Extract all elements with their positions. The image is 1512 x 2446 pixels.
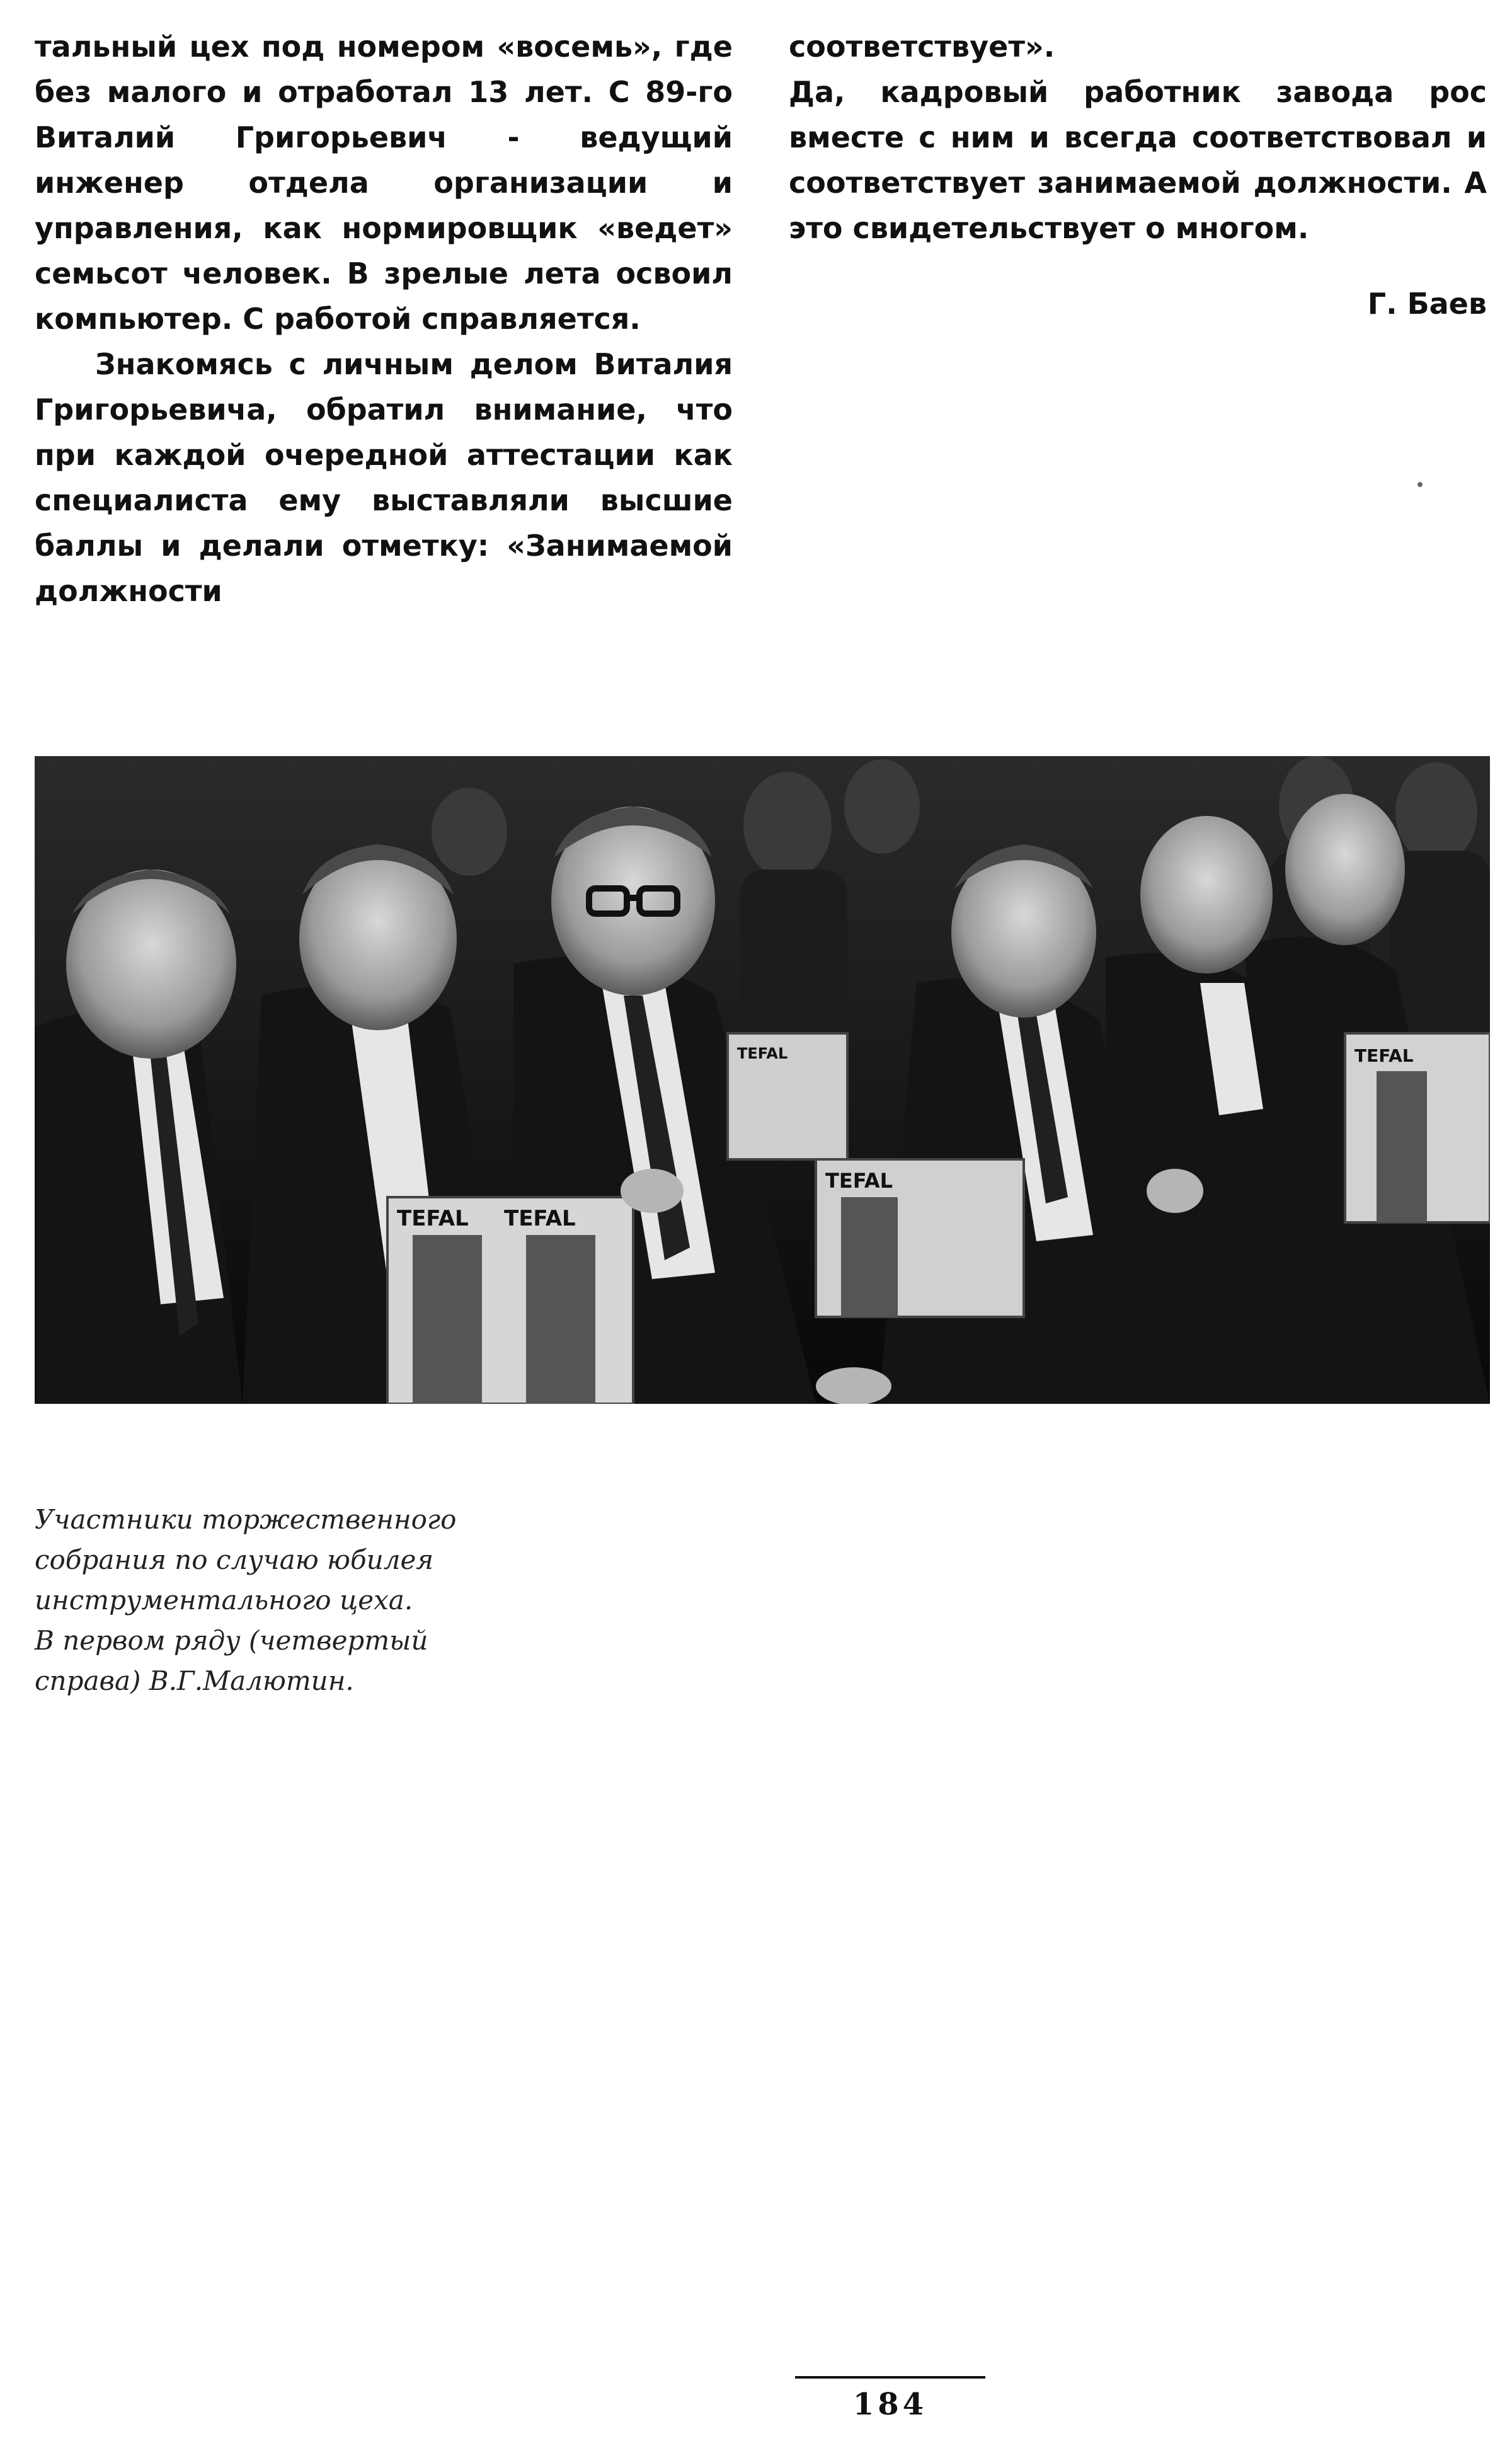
box-label: TEFAL xyxy=(504,1206,576,1231)
box-label: TEFAL xyxy=(1354,1045,1414,1066)
stray-dot xyxy=(1418,482,1423,487)
caption-line: собрания по случаю юбилея xyxy=(35,1544,434,1575)
left-text-column xyxy=(35,24,733,614)
article-paragraph: соответствует». xyxy=(789,30,1055,64)
caption-line: инструментального цеха. xyxy=(35,1585,413,1616)
caption-line: В первом ряду (четвертый xyxy=(35,1625,428,1656)
page-number-rule xyxy=(795,2376,985,2379)
photo-caption xyxy=(35,1500,513,1701)
article-paragraph: Да, кадровый работник завода рос вместе с ним и всегда соответствовал и соответствует занимаемой должности. А это свидетельствует о многом. xyxy=(789,75,1487,245)
right-text-column xyxy=(789,24,1487,326)
article-paragraph: Знакомясь с личным делом Виталия Григорьевича, обратил внимание, что при каждой очередной аттестации как специалиста ему выставляли высшие баллы и делали отметку: «Занимаемой должности xyxy=(35,347,733,608)
caption-line: справа) В.Г.Малютин. xyxy=(35,1665,354,1696)
article-paragraph: тальный цех под номером «восемь», где без малого и отработал 13 лет. С 89-го Виталий Григорьевич - ведущий инженер отдела организации и управления, как нормировщик «ведет» семьсот человек. В зрелые лета освоил компьютер. С работой справляется. xyxy=(35,30,733,336)
article-author: Г. Баев xyxy=(1367,287,1487,321)
box-label: TEFAL xyxy=(737,1045,788,1062)
box-label: TEFAL xyxy=(397,1206,469,1231)
audience-photo-illustration xyxy=(35,756,1490,1404)
caption-line: Участники торжественного xyxy=(35,1504,457,1535)
box-label: TEFAL xyxy=(825,1169,893,1193)
audience-photo xyxy=(35,756,1490,1404)
page-number: 184 xyxy=(852,2387,928,2422)
